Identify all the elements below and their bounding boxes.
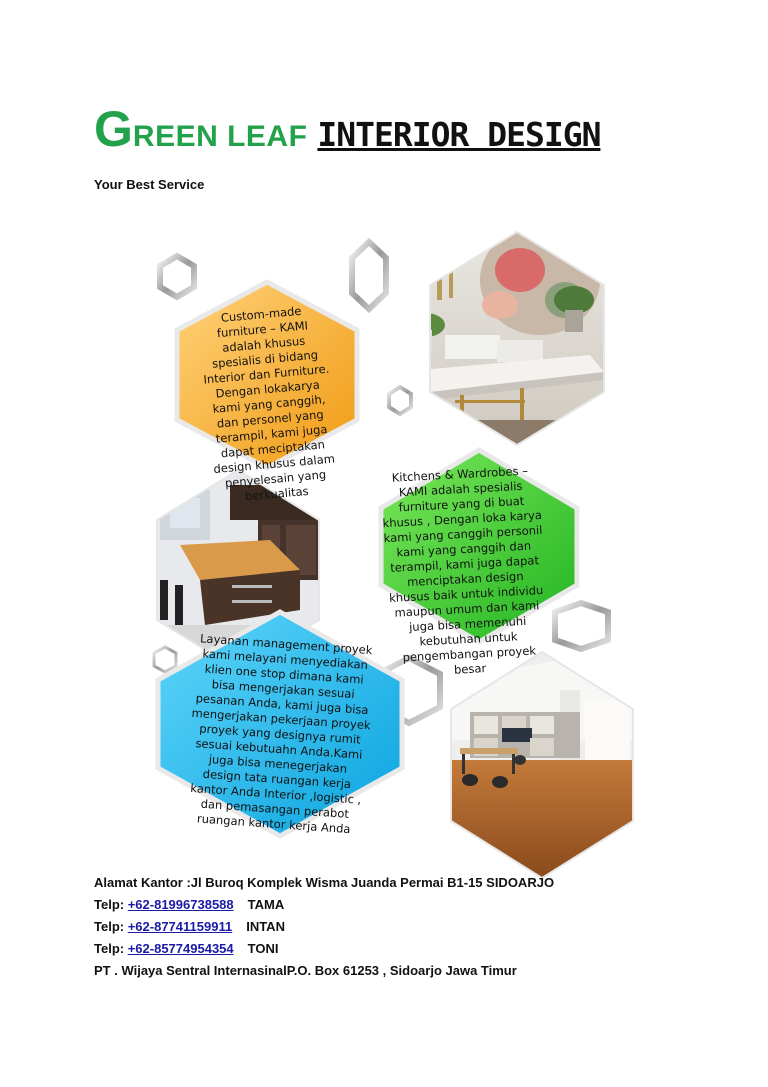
phone-label: Telp: (94, 897, 125, 912)
title-interior-design: INTERIOR DESIGN (317, 115, 601, 154)
office-photo (451, 652, 633, 878)
project-hexagon-text: Layanan management proyek kami melayani menyediakan klien one stop dimana kami bisa mengerjakan sesuai pesanan Anda, kami juga bisa mengerjakan pekerjaan proyek proyek yang designya rumit sesuai kebutuahn Anda.Kami juga bisa menegerjakan design tata ruangan kerja kantor Anda Interior ,logistic , dan pemasangan perabot ruangan kantor kerja Anda (189, 631, 373, 837)
decorative-hexagon-6 (154, 647, 176, 672)
dining-room-photo (405, 225, 604, 450)
phone-link-toni[interactable]: +62-85774954354 (127, 941, 234, 956)
decorative-hexagon-4 (555, 603, 608, 649)
title-brand: REEN LEAF (132, 120, 308, 153)
decorative-hexagon-1 (160, 256, 194, 297)
contact-name: INTAN (246, 919, 285, 934)
contact-name: TAMA (247, 897, 285, 912)
phone-link-tama[interactable]: +62-81996738588 (127, 897, 234, 912)
contact-name: TONI (247, 941, 279, 956)
title-initial: G (94, 101, 133, 157)
contact-row (94, 916, 554, 938)
contact-footer (94, 872, 554, 982)
contact-row (94, 894, 554, 916)
office-address: Alamat Kantor :Jl Buroq Komplek Wisma Juanda Permai B1-15 SIDOARJO (94, 875, 555, 890)
company-info: PT . Wijaya Sentral InternasinalP.O. Box 61253 , Sidoarjo Jawa Timur (94, 963, 517, 978)
tagline: Your Best Service (94, 177, 205, 192)
phone-link-intan[interactable]: +62-87741159911 (127, 919, 233, 934)
kitchen-hexagon-text: Kitchens & Wardrobes – KAMI adalah spesialis furniture yang di buat khusus , Dengan loka karya kami yang canggih personil kami yang canggih dan terampil, kami juga dapat menciptakan design khusus baik untuk individu maupun umum dan kami juga bisa memenuhi kebutuhan untuk pengembangan proyek besar (382, 463, 544, 677)
furniture-hexagon-text: Custom-made furniture – KAMI adalah khusus spesialis di bidang Interior dan Furniture. Dengan lokakarya kami yang canggih, dan personel yang terampil, kami juga dapat meciptakan design khusus dalam penyelesain yang berkualitas (202, 303, 336, 504)
phone-label: Telp: (94, 941, 125, 956)
phone-label: Telp: (94, 919, 125, 934)
decorative-hexagon-2 (352, 242, 386, 309)
decorative-hexagon-3 (389, 387, 411, 414)
contact-row (94, 938, 554, 960)
